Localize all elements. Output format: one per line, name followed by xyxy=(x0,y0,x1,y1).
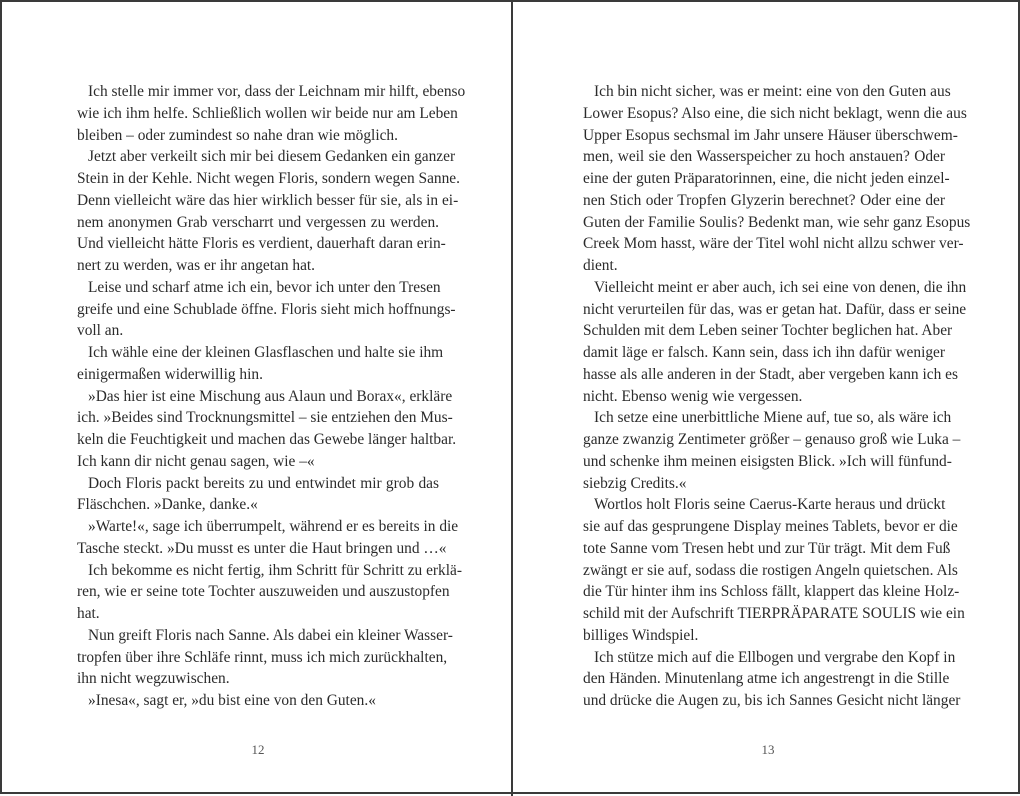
text-line: »Das hier ist eine Mischung aus Alaun und Borax«, erkläre xyxy=(88,387,453,405)
page-number-right: 13 xyxy=(761,742,775,757)
text-line: hasse als alle anderen in der Stadt, aber vergeben kann ich es xyxy=(583,365,958,383)
text-line: Ich setze eine unerbittliche Miene auf, tue so, als wäre ich xyxy=(594,409,952,427)
text-line: Fläschchen. »Danke, danke.« xyxy=(77,496,258,514)
left-page-text xyxy=(77,81,466,712)
left-page xyxy=(2,2,510,792)
text-line: die Tür hinter ihm ins Schloss fällt, klappert das kleine Holz- xyxy=(583,583,960,601)
text-line: nem anonymen Grab verscharrt und vergessen zu werden. xyxy=(77,213,439,231)
text-line: voll an. xyxy=(77,322,124,340)
text-line: Und vielleicht hätte Floris es verdient, dauerhaft daran erin- xyxy=(77,235,446,253)
text-line: Guten der Familie Soulis? Bedenkt man, wie sehr ganz Esopus xyxy=(583,213,971,231)
text-line: einigermaßen widerwillig hin. xyxy=(77,365,263,383)
text-line: ihn nicht wegzuwischen. xyxy=(77,670,230,688)
text-line: dient. xyxy=(583,257,618,274)
text-line: tropfen über ihre Schläfe rinnt, muss ich mich zurückhalten, xyxy=(77,648,448,666)
text-line: damit läge er falsch. Kann sein, dass ich ihn dafür weniger xyxy=(583,344,945,361)
text-line: und schenke ihm meinen eisigsten Blick. »Ich will fünfund- xyxy=(583,452,952,470)
right-page xyxy=(513,2,1020,792)
text-line: greife und eine Schublade öffne. Floris sieht mich hoffnungs- xyxy=(77,300,456,318)
text-line: wie ich ihm helfe. Schließlich wollen wir beide nur am Leben xyxy=(77,104,458,122)
text-line: Leise und scharf atme ich ein, bevor ich unter den Tresen xyxy=(88,278,441,296)
text-line: und drücke die Augen zu, bis ich Sannes Gesicht nicht länger xyxy=(583,692,961,709)
text-line: ren, wie er seine tote Tochter auszuweiden und auszustopfen xyxy=(77,583,450,601)
text-line: nicht verurteilen für das, was er getan hat. Dafür, dass er seine xyxy=(583,300,967,318)
text-line: Schulden mit dem Leben seiner Tochter beglichen hat. Aber xyxy=(583,322,953,340)
text-line: »Warte!«, sage ich überrumpelt, während er es bereits in die xyxy=(88,518,459,535)
text-line: Ich bin nicht sicher, was er meint: eine von den Guten aus xyxy=(594,83,951,100)
text-line: Ich stütze mich auf die Ellbogen und vergrabe den Kopf in xyxy=(594,648,956,666)
text-line: keln die Feuchtigkeit und machen das Gewebe länger haltbar. xyxy=(77,431,457,448)
text-line: Tasche steckt. »Du musst es unter die Haut bringen und …« xyxy=(77,539,447,557)
text-line: Doch Floris packt bereits zu und entwindet mir grob das xyxy=(88,474,439,492)
text-line: zwängt er sie auf, sodass die rostigen Angeln quietschen. Als xyxy=(583,561,958,579)
text-line: siebzig Credits.« xyxy=(583,474,687,492)
text-line: Ich bekomme es nicht fertig, ihm Schritt für Schritt zu erklä- xyxy=(88,561,462,579)
text-line: Jetzt aber verkeilt sich mir bei diesem Gedanken ein ganzer xyxy=(88,148,456,166)
text-line: tote Sanne vom Tresen hebt und zur Tür trägt. Mit dem Fuß xyxy=(583,539,951,557)
text-line: Nun greift Floris nach Sanne. Als dabei ein kleiner Wasser- xyxy=(88,626,453,644)
text-line: hat. xyxy=(77,605,100,622)
text-line: bleiben – oder zumindest so nahe dran wie möglich. xyxy=(77,126,398,144)
text-line: »Inesa«, sagt er, »du bist eine von den Guten.« xyxy=(88,692,376,709)
text-line: sie auf das gesprungene Display meines Tablets, bevor er die xyxy=(583,518,958,535)
text-line: Creek Mom hasst, wäre der Titel wohl nicht allzu schwer ver- xyxy=(583,235,964,253)
text-line: den Händen. Minutenlang atme ich angestrengt in die Stille xyxy=(583,670,950,688)
text-line: Ich kann dir nicht genau sagen, wie –« xyxy=(77,452,315,470)
page-number-left: 12 xyxy=(251,742,265,757)
text-line: nert zu werden, was er ihr angetan hat. xyxy=(77,257,316,274)
text-line: nicht. Ebenso wenig wie vergessen. xyxy=(583,387,803,405)
text-line: Ich wähle eine der kleinen Glasflaschen und halte sie ihm xyxy=(88,344,444,361)
text-line: Wortlos holt Floris seine Caerus-Karte heraus und drückt xyxy=(594,496,946,514)
text-line: schild mit der Aufschrift TIERPRÄPARATE SOULIS wie ein xyxy=(583,605,965,622)
text-line: billiges Windspiel. xyxy=(583,626,699,644)
text-line: Upper Esopus sechsmal im Jahr unsere Häuser überschwem- xyxy=(583,126,958,144)
text-line: nen Stich oder Tropfen Glyzerin berechnet? Oder eine der xyxy=(583,191,945,209)
text-line: ich. »Beides sind Trocknungsmittel – sie entziehen den Mus- xyxy=(77,409,453,427)
text-line: Vielleicht meint er aber auch, ich sei eine von denen, die ihn xyxy=(594,278,967,296)
text-line: Denn vielleicht wäre das hier wirklich besser für sie, als in ei- xyxy=(77,191,459,209)
text-line: Stein in der Kehle. Nicht wegen Floris, sondern wegen Sanne. xyxy=(77,170,460,187)
text-line: eine der guten Präparatorinnen, eine, die nicht jeden einzel- xyxy=(583,170,950,187)
text-line: ganze zwanzig Zentimeter größer – genauso groß wie Luka – xyxy=(583,431,961,448)
text-line: men, weil sie den Wasserspeicher zu hoch anstauen? Oder xyxy=(583,148,945,166)
text-line: Lower Esopus? Also eine, die sich nicht beklagt, wenn die aus xyxy=(583,104,967,122)
right-page-text xyxy=(583,81,971,712)
text-line: Ich stelle mir immer vor, dass der Leichnam mir hilft, ebenso xyxy=(88,83,466,100)
